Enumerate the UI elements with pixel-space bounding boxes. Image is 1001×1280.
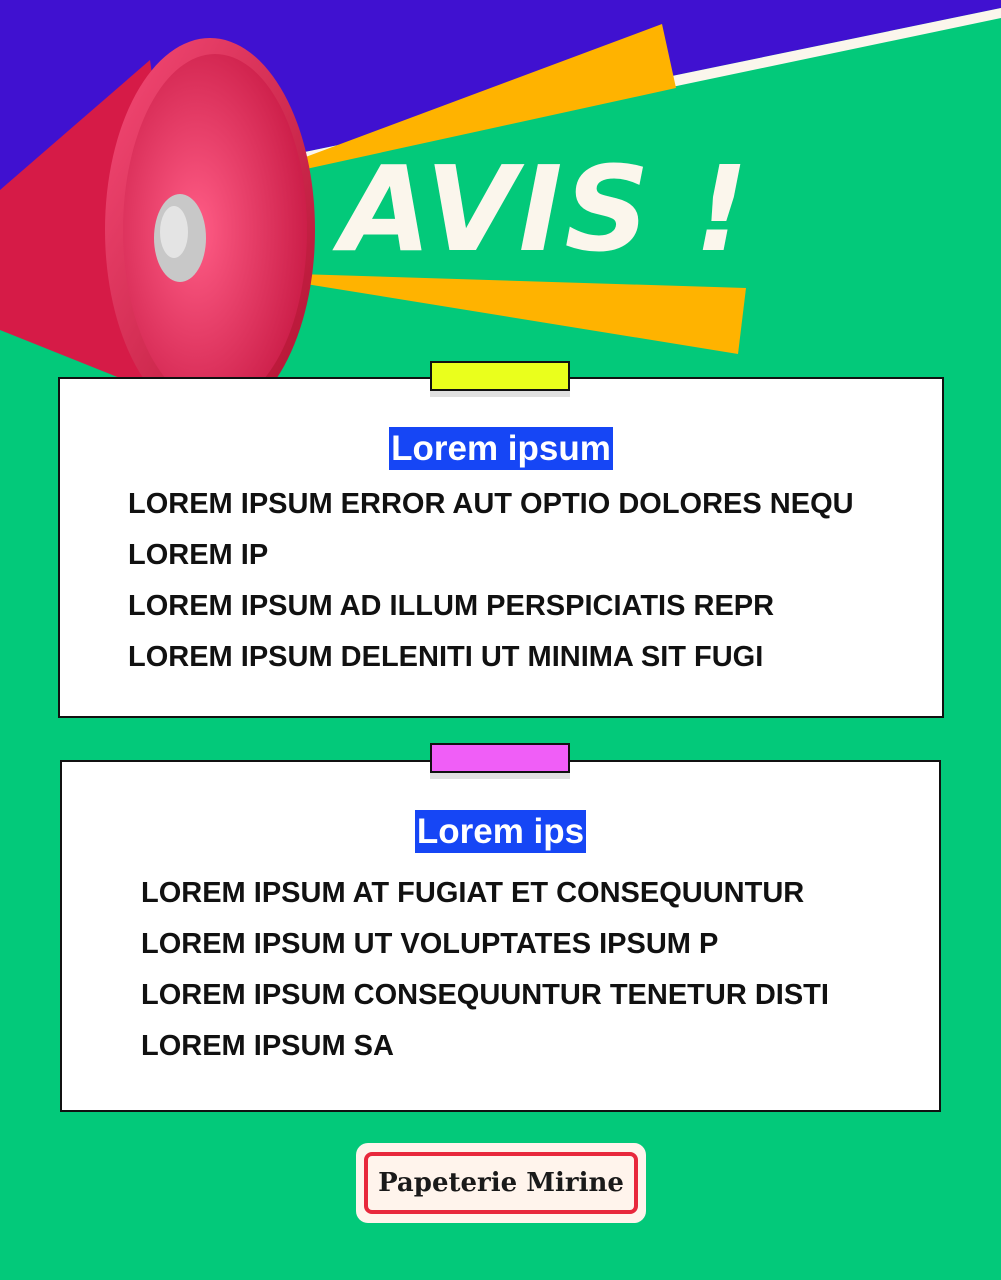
list-item: LOREM IPSUM UT VOLUPTATES IPSUM P <box>141 928 719 960</box>
card-lines <box>128 487 854 691</box>
tape-yellow <box>430 361 570 391</box>
list-item: LOREM IPSUM DELENITI UT MINIMA SIT FUGI <box>128 641 764 673</box>
headline: AVIS ! <box>340 140 751 278</box>
card-lines <box>141 876 829 1080</box>
card-title <box>60 429 942 469</box>
card-title-text: Lorem ips <box>416 812 585 851</box>
notice-card-1 <box>58 377 944 718</box>
list-item: LOREM IPSUM AD ILLUM PERSPICIATIS REPR <box>128 590 775 622</box>
list-item: LOREM IP <box>128 539 269 571</box>
tape-pink <box>430 743 570 773</box>
list-item: LOREM IPSUM ERROR AUT OPTIO DOLORES NEQU <box>128 488 854 520</box>
list-item: LOREM IPSUM AT FUGIAT ET CONSEQUUNTUR <box>141 877 805 909</box>
footer-label: Papeterie Mirine <box>364 1152 638 1214</box>
footer-badge <box>356 1143 646 1223</box>
notice-card-2 <box>60 760 941 1112</box>
card-title <box>62 812 939 852</box>
list-item: LOREM IPSUM CONSEQUUNTUR TENETUR DISTI <box>141 979 829 1011</box>
list-item: LOREM IPSUM SA <box>141 1030 394 1062</box>
card-title-text: Lorem ipsum <box>391 429 611 468</box>
